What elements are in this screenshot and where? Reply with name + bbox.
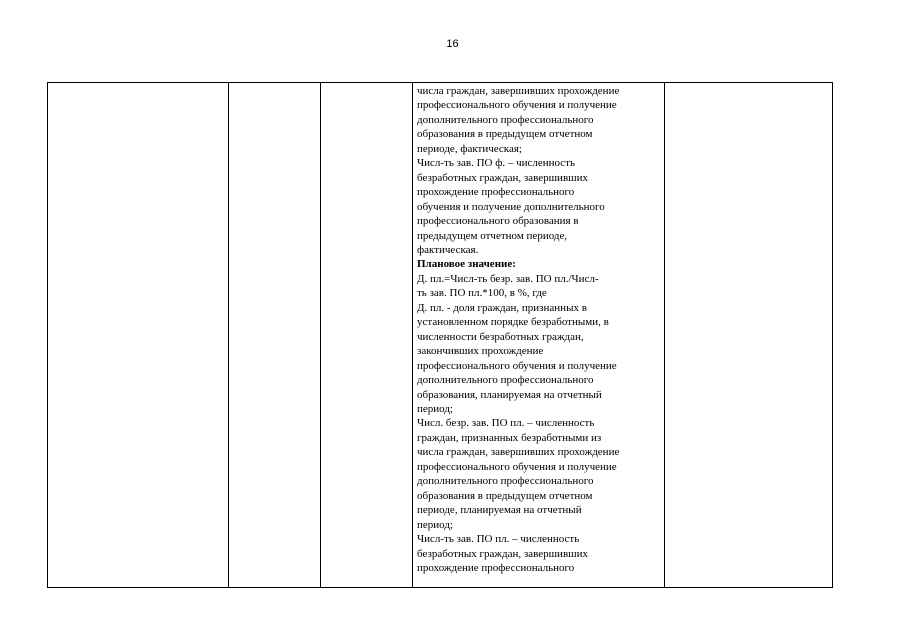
formula-line: образования, планируемая на отчетный [417, 388, 602, 401]
page-number: 16 [446, 38, 459, 50]
formula-line: профессионального обучения и получение [417, 460, 617, 473]
formula-line: закончивших прохождение [417, 345, 544, 358]
formula-line: числа граждан, завершивших прохождение [417, 446, 620, 459]
formula-line: предыдущем отчетном периоде, [417, 229, 568, 242]
formula-line: Плановое значение: [417, 258, 516, 271]
formula-line: период; [417, 518, 453, 531]
formula-line: дополнительного профессионального [417, 374, 594, 387]
formula-line: безработных граждан, завершивших [417, 547, 588, 560]
table-cell-empty-5 [665, 83, 833, 588]
formula-line: Числ-ть зав. ПО ф. – численность [417, 157, 576, 170]
formula-line: прохождение профессионального [417, 561, 575, 574]
formula-line: Числ-ть зав. ПО пл. – численность [417, 533, 580, 546]
formula-line: обучения и получение дополнительного [417, 200, 605, 213]
formula-line: профессионального образования в [417, 215, 579, 228]
formula-line: периоде, фактическая; [417, 142, 522, 155]
table-cell-empty-3 [321, 83, 413, 588]
formula-line: численности безработных граждан, [417, 330, 584, 343]
formula-line: установленном порядке безработными, в [417, 316, 609, 329]
formula-line: Д. пл. - доля граждан, признанных в [417, 301, 587, 314]
formula-line: профессионального обучения и получение [417, 359, 617, 372]
formula-line: профессионального обучения и получение [417, 99, 617, 112]
formula-line: период; [417, 402, 453, 415]
table-row [48, 83, 833, 588]
formula-line: фактическая. [417, 243, 479, 256]
formula-line: безработных граждан, завершивших [417, 171, 588, 184]
table-cell-empty-1 [48, 83, 229, 588]
indicator-table [47, 82, 833, 588]
formula-line: периоде, планируемая на отчетный [417, 504, 582, 517]
formula-line: Числ. безр. зав. ПО пл. – численность [417, 417, 595, 430]
formula-line: прохождение профессионального [417, 186, 575, 199]
formula-text [413, 83, 664, 587]
formula-line: дополнительного профессионального [417, 475, 594, 488]
formula-line: числа граждан, завершивших прохождение [417, 85, 620, 97]
formula-line: ть зав. ПО пл.*100, в %, где [417, 287, 547, 300]
formula-line: образования в предыдущем отчетном [417, 489, 593, 502]
formula-line: образования в предыдущем отчетном [417, 128, 593, 141]
table-cell-formula [413, 83, 665, 588]
table-cell-empty-2 [229, 83, 321, 588]
formula-line: граждан, признанных безработными из [417, 431, 602, 444]
formula-line: дополнительного профессионального [417, 113, 594, 126]
formula-line: Д. пл.=Числ-ть безр. зав. ПО пл./Числ- [417, 272, 599, 285]
